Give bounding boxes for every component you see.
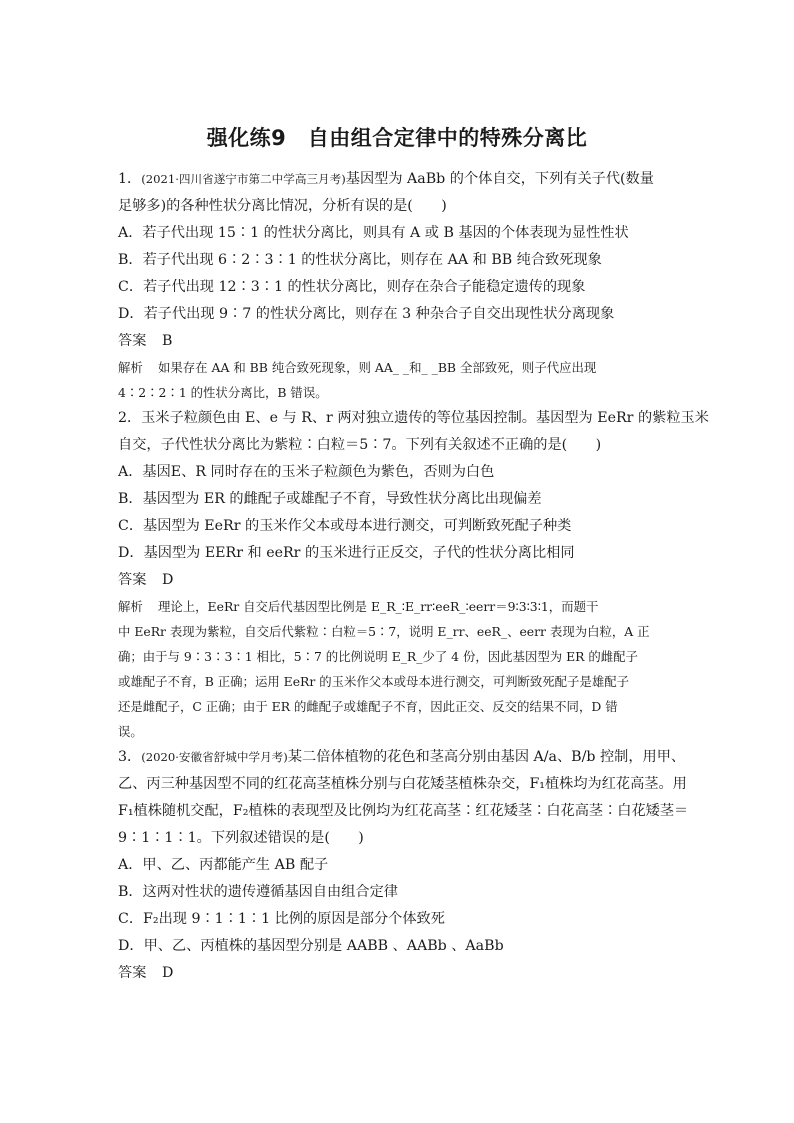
question-stem-line: 9∶1∶1∶1。下列叙述错误的是( ) — [118, 830, 364, 846]
answer-label: 答案 — [118, 965, 147, 981]
explanation-line: 或雄配子不育，B 正确；运用 EeRr 的玉米作父本或母本进行测交，可判断致死配子是雄配子 — [118, 674, 630, 689]
explanation-text: 如果存在 AA 和 BB 纯合致死现象，则 AA_ _和_ _BB 全部致死，则子代应出现 — [158, 360, 597, 375]
question-source: (2020·安徽省舒城中学月考) — [141, 750, 288, 764]
answer-line — [118, 960, 678, 987]
option-c: C．若子代出现 12∶3∶1 的性状分离比，则存在杂合子能稳定遗传的现象 — [118, 279, 586, 295]
question-number: 3． — [118, 749, 142, 765]
answer-value: D — [162, 965, 174, 981]
question-number: 2． — [118, 410, 142, 426]
explanation-label: 解析 — [118, 360, 143, 375]
question-stem-line: F₁植株随机交配，F₂植株的表现型及比例均为红花高茎∶红花矮茎∶白花高茎∶白花矮茎＝ — [118, 803, 689, 819]
explanation-line — [118, 594, 678, 619]
question-stem-text: 基因型为 AaBb 的个体自交，下列有关子代(数量 — [345, 171, 654, 187]
page-title: 强化练9 自由组合定律中的特殊分离比 — [206, 126, 588, 150]
option-b: B．这两对性状的遗传遵循基因自由组合定律 — [118, 884, 398, 900]
option-c: C．基因型为 EeRr 的玉米作父本或母本进行测交，可判断致死配子种类 — [118, 518, 572, 534]
answer-label: 答案 — [118, 572, 147, 588]
document-body — [118, 166, 709, 987]
explanation-text: 理论上，EeRr 自交后代基因型比例是 E_R_∶E_rr∶eeR_∶eerr＝9∶3∶3∶1，而题干 — [158, 599, 599, 614]
question-stem-line: 乙、丙三种基因型不同的红花高茎植株分别与白花矮茎植株杂交，F₁植株均为红花高茎。用 — [118, 776, 687, 792]
option-b: B．基因型为 ER 的雌配子或雄配子不育，导致性状分离比出现偏差 — [118, 491, 542, 507]
question-stem-line: 自交，子代性状分离比为紫粒∶白粒＝5∶7。下列有关叙述不正确的是( ) — [118, 437, 602, 453]
option-b: B．若子代出现 6∶2∶3∶1 的性状分离比，则存在 AA 和 BB 纯合致死现象 — [118, 252, 602, 268]
explanation-line: 确；由于与 9∶3∶3∶1 相比，5∶7 的比例说明 E_R_少了 4 份，因此基因型为 ER 的雌配子 — [118, 649, 638, 664]
option-a: A．甲、乙、丙都能产生 AB 配子 — [118, 857, 329, 873]
question-source: (2021·四川省遂宁市第二中学高三月考) — [141, 172, 346, 186]
explanation-line: 误。 — [118, 724, 143, 739]
question-stem-text: 玉米子粒颜色由 E、e 与 R、r 两对独立遗传的等位基因控制。基因型为 EeRr 的紫粒玉米 — [141, 410, 709, 426]
answer-value: B — [162, 333, 173, 349]
option-d: D．甲、乙、丙植株的基因型分别是 AABB 、AABb 、AaBb — [118, 938, 504, 954]
question-1 — [118, 166, 678, 405]
answer-value: D — [162, 572, 174, 588]
question-number: 1． — [118, 171, 142, 187]
question-stem-text: 某二倍体植物的花色和茎高分别由基因 A/a、B/b 控制，用甲、 — [287, 749, 686, 765]
option-d: D．若子代出现 9∶7 的性状分离比，则存在 3 种杂合子自交出现性状分离现象 — [118, 306, 615, 322]
answer-line — [118, 328, 678, 355]
option-c: C．F₂出现 9∶1∶1∶1 比例的原因是部分个体致死 — [118, 911, 445, 927]
question-stem-line: 足够多)的各种性状分离比情况，分析有误的是( ) — [118, 198, 447, 214]
explanation-line: 中 EeRr 表现为紫粒，自交后代紫粒∶白粒＝5∶7，说明 E_rr、eeR_、eerr 表现为白粒，A 正 — [118, 624, 650, 639]
option-a: A．基因E、R 同时存在的玉米子粒颜色为紫色，否则为白色 — [118, 464, 495, 480]
option-a: A．若子代出现 15∶1 的性状分离比，则具有 A 或 B 基因的个体表现为显性性状 — [118, 225, 629, 241]
explanation-line: 4∶2∶2∶1 的性状分离比，B 错误。 — [118, 385, 328, 400]
answer-line — [118, 567, 678, 594]
question-3 — [118, 744, 689, 987]
explanation-line — [118, 355, 678, 380]
explanation-line: 还是雌配子，C 正确；由于 ER 的雌配子或雄配子不育，因此正交、反交的结果不同，D 错 — [118, 699, 618, 714]
answer-label: 答案 — [118, 333, 147, 349]
question-stem-line — [118, 744, 686, 771]
option-d: D．基因型为 EERr 和 eeRr 的玉米进行正反交，子代的性状分离比相同 — [118, 545, 575, 561]
explanation-label: 解析 — [118, 599, 143, 614]
question-2 — [118, 405, 709, 744]
question-stem-line — [118, 166, 678, 193]
question-stem-line — [118, 405, 709, 432]
